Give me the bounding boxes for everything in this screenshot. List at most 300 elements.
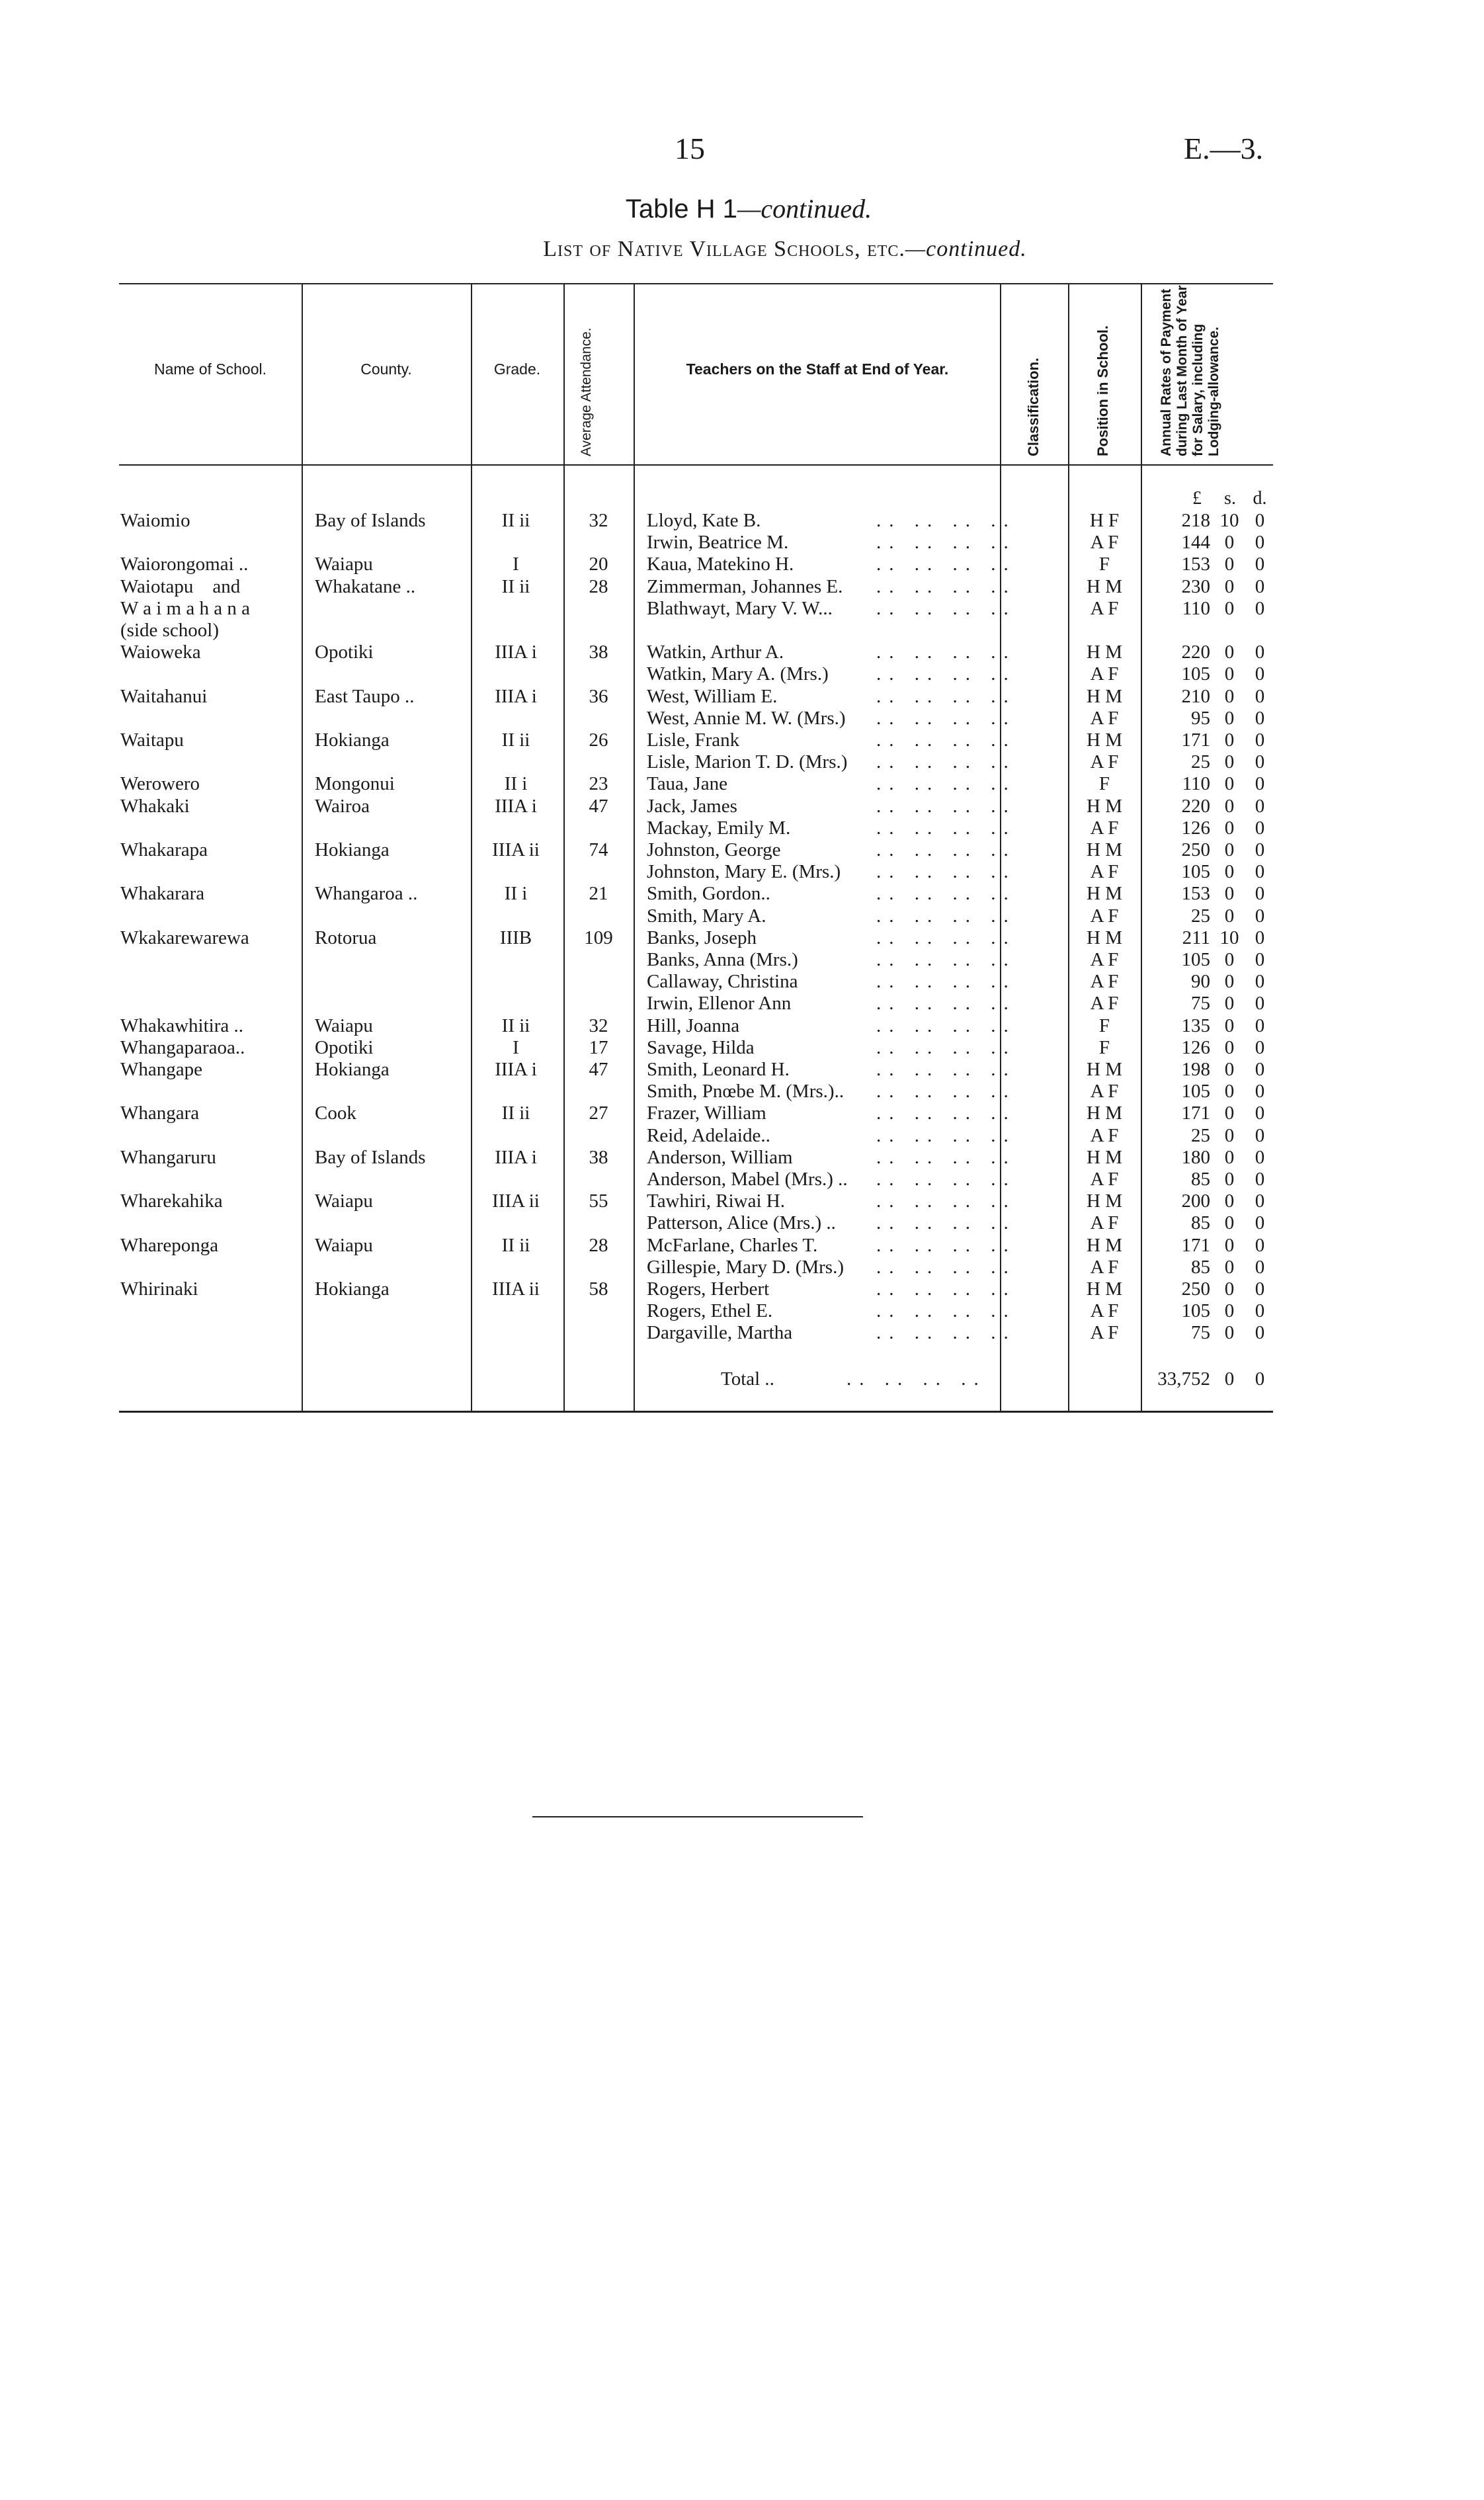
pence-cell: 0 (1255, 663, 1265, 685)
shillings-cell: 0 (1224, 1124, 1235, 1146)
pence-cell: 0 (1255, 575, 1265, 597)
leader-dots: .. .. .. .. (876, 1278, 1016, 1300)
shillings-cell: 0 (1224, 642, 1235, 663)
shillings-cell: 0 (1224, 597, 1235, 619)
leader-dots: .. .. .. .. (876, 883, 1016, 905)
pence-cell: 0 (1255, 993, 1265, 1015)
shillings-cell: 0 (1224, 1103, 1235, 1124)
pounds-cell: 90 (1191, 971, 1210, 993)
school-cell: Waiorongomai .. (120, 554, 249, 575)
position-cell: A F (1090, 751, 1119, 773)
pounds-cell: 171 (1181, 1234, 1210, 1256)
leader-dots: .. .. .. .. (876, 1081, 1016, 1103)
pence-cell: 0 (1255, 883, 1265, 905)
pounds-cell: 135 (1181, 1015, 1210, 1036)
shillings-cell: 0 (1224, 1234, 1235, 1256)
header-teachers: Teachers on the Staff at End of Year. (686, 360, 949, 378)
pence-cell: 0 (1255, 1059, 1265, 1080)
teacher-cell: Patterson, Alice (Mrs.) .. (647, 1212, 836, 1234)
shillings-cell: 0 (1224, 1322, 1235, 1344)
pounds-cell: 250 (1181, 1278, 1210, 1300)
table-row (0, 1256, 1484, 1278)
attendance-cell: 109 (584, 927, 613, 948)
leader-dots: .. .. .. .. (876, 1190, 1016, 1212)
table-row (0, 685, 1484, 708)
pence-cell: 0 (1255, 1169, 1265, 1190)
shillings-cell: 0 (1224, 1146, 1235, 1168)
pence-cell: 0 (1255, 1103, 1265, 1124)
position-cell: H M (1087, 927, 1122, 948)
total-label: Total .. (721, 1368, 774, 1390)
position-cell: H M (1087, 1234, 1122, 1256)
pence-cell: 0 (1255, 1146, 1265, 1168)
position-cell: F (1098, 1036, 1110, 1058)
position-cell: F (1098, 1015, 1110, 1036)
pence-cell: 0 (1255, 642, 1265, 663)
pounds-cell: 75 (1191, 1322, 1210, 1344)
teacher-cell: Frazer, William (647, 1103, 766, 1124)
pounds-cell: 85 (1191, 1169, 1210, 1190)
table-row (0, 927, 1484, 949)
position-cell: H M (1087, 685, 1122, 707)
county-cell: Wairoa (315, 795, 370, 817)
school-cell: Wharekahika (120, 1190, 223, 1212)
grade-cell: II ii (501, 575, 530, 597)
position-cell: A F (1090, 1169, 1119, 1190)
leader-dots: .. .. .. .. (876, 1015, 1016, 1036)
leader-dots: .. .. .. .. (876, 532, 1016, 554)
position-cell: H M (1087, 795, 1122, 817)
shillings-cell: 0 (1224, 729, 1235, 751)
attendance-cell: 36 (589, 685, 608, 707)
table-row (0, 1212, 1484, 1234)
leader-dots: .. .. .. .. (876, 1256, 1016, 1278)
school-cell: Waitahanui (120, 685, 208, 707)
pounds-cell: 153 (1181, 554, 1210, 575)
shillings-cell: 0 (1224, 905, 1235, 927)
school-cell: Waitapu (120, 729, 184, 751)
teacher-cell: Gillespie, Mary D. (Mrs.) (647, 1256, 845, 1278)
county-cell: Rotorua (315, 927, 377, 948)
school-cell: Whangara (120, 1103, 200, 1124)
table-row (0, 992, 1484, 1015)
leader-dots: .. .. .. .. (876, 971, 1016, 993)
pounds-cell: 171 (1181, 1103, 1210, 1124)
leader-dots: .. .. .. .. (876, 1103, 1016, 1124)
attendance-cell: 28 (589, 1234, 608, 1256)
header-classification: Classification. (1025, 357, 1042, 456)
grade-cell: II ii (501, 1103, 530, 1124)
position-cell: A F (1090, 817, 1119, 839)
leader-dots: .. .. .. .. (876, 1322, 1016, 1344)
table-row (0, 751, 1484, 773)
teacher-cell: Johnston, Mary E. (Mrs.) (647, 861, 841, 883)
shillings-cell: 0 (1224, 751, 1235, 773)
pounds-cell: 171 (1181, 729, 1210, 751)
school-cell: Waiomio (120, 510, 190, 531)
position-cell: A F (1090, 532, 1119, 554)
table-row (0, 1015, 1484, 1037)
teacher-cell: Jack, James (647, 795, 737, 817)
shillings-cell: 0 (1224, 685, 1235, 707)
header-pound: £ (1192, 488, 1202, 509)
pence-cell: 0 (1255, 554, 1265, 575)
pence-cell: 0 (1255, 861, 1265, 883)
grade-cell: II ii (501, 1015, 530, 1036)
table-row (0, 1036, 1484, 1059)
total-leader-dots: .. .. .. .. (846, 1368, 987, 1390)
teacher-cell: Kaua, Matekino H. (647, 554, 794, 575)
table-subtitle (0, 237, 1484, 262)
pounds-cell: 110 (1182, 773, 1210, 795)
teacher-cell: Lisle, Frank (647, 729, 740, 751)
pence-cell: 0 (1255, 597, 1265, 619)
county-cell: Whakatane .. (315, 575, 416, 597)
table-row (0, 619, 1484, 642)
school-cell: Waiotapu and (120, 575, 241, 597)
position-cell: A F (1090, 949, 1119, 970)
pence-cell: 0 (1255, 751, 1265, 773)
teacher-cell: Reid, Adelaide.. (647, 1124, 770, 1146)
position-cell: A F (1090, 1322, 1119, 1344)
table-row (0, 772, 1484, 795)
pounds-cell: 95 (1191, 707, 1210, 729)
position-cell: A F (1090, 971, 1119, 993)
pounds-cell: 25 (1191, 751, 1210, 773)
grade-cell: II ii (501, 510, 530, 531)
pounds-cell: 25 (1191, 905, 1210, 927)
shillings-cell: 0 (1224, 861, 1235, 883)
school-cell: Whirinaki (120, 1278, 198, 1300)
shillings-cell: 0 (1224, 773, 1235, 795)
table-title-suffix: —continued. (737, 194, 872, 224)
table-top-rule (119, 283, 1273, 284)
position-cell: H M (1087, 575, 1122, 597)
position-cell: H M (1087, 729, 1122, 751)
school-cell: Whangaruru (120, 1146, 216, 1168)
grade-cell: IIIA i (495, 795, 537, 817)
teacher-cell: McFarlane, Charles T. (647, 1234, 818, 1256)
leader-dots: .. .. .. .. (876, 993, 1016, 1015)
page-number: 15 (675, 132, 705, 165)
school-cell: Whakaki (120, 795, 190, 817)
pounds-cell: 75 (1191, 993, 1210, 1015)
pence-cell: 0 (1255, 707, 1265, 729)
teacher-cell: Hill, Joanna (647, 1015, 740, 1036)
shillings-cell: 0 (1224, 949, 1235, 970)
table-row (0, 663, 1484, 685)
pence-cell: 0 (1255, 949, 1265, 970)
position-cell: H F (1089, 510, 1120, 531)
leader-dots: .. .. .. .. (876, 1124, 1016, 1146)
table-title (0, 193, 1484, 224)
grade-cell: IIIA ii (492, 1278, 540, 1300)
grade-cell: IIIA ii (492, 839, 540, 860)
grade-cell: IIIA i (495, 1059, 537, 1080)
county-cell: Waiapu (315, 554, 373, 575)
shillings-cell: 0 (1224, 554, 1235, 575)
shillings-cell: 0 (1224, 575, 1235, 597)
teacher-cell: Anderson, William (647, 1146, 793, 1168)
pence-cell: 0 (1255, 1081, 1265, 1103)
shillings-cell: 0 (1224, 1059, 1235, 1080)
attendance-cell: 20 (589, 554, 608, 575)
total-pence: 0 (1255, 1368, 1265, 1390)
teacher-cell: Lloyd, Kate B. (647, 510, 761, 531)
table-row (0, 707, 1484, 729)
leader-dots: .. .. .. .. (876, 927, 1016, 948)
attendance-cell: 27 (589, 1103, 608, 1124)
table-row (0, 597, 1484, 620)
header-position: Position in School. (1094, 325, 1111, 456)
table-subtitle-suffix: —continued. (905, 237, 1027, 261)
pence-cell: 0 (1255, 971, 1265, 993)
leader-dots: .. .. .. .. (876, 1036, 1016, 1058)
shillings-cell: 0 (1224, 1081, 1235, 1103)
shillings-cell: 0 (1224, 1015, 1235, 1036)
teacher-cell: Watkin, Mary A. (Mrs.) (647, 663, 829, 685)
leader-dots: .. .. .. .. (876, 795, 1016, 817)
pounds-cell: 180 (1181, 1146, 1210, 1168)
attendance-cell: 47 (589, 795, 608, 817)
table-row (0, 795, 1484, 817)
table-row (0, 729, 1484, 751)
school-cell: Werowero (120, 773, 200, 795)
county-cell: Waiapu (315, 1190, 373, 1212)
shillings-cell: 0 (1224, 707, 1235, 729)
pounds-cell: 211 (1182, 927, 1210, 948)
pounds-cell: 105 (1181, 1081, 1210, 1103)
footer-rule (532, 1816, 863, 1817)
attendance-cell: 21 (589, 883, 608, 905)
shillings-cell: 10 (1219, 927, 1239, 948)
school-cell: Whakarapa (120, 839, 208, 860)
teacher-cell: Mackay, Emily M. (647, 817, 791, 839)
header-shilling: s. (1224, 488, 1236, 509)
school-cell: Whakarara (120, 883, 205, 905)
pence-cell: 0 (1255, 839, 1265, 860)
position-cell: A F (1090, 663, 1119, 685)
school-cell: (side school) (120, 620, 219, 641)
leader-dots: .. .. .. .. (876, 663, 1016, 685)
leader-dots: .. .. .. .. (876, 1234, 1016, 1256)
shillings-cell: 0 (1224, 1300, 1235, 1322)
table-row (0, 1190, 1484, 1212)
pounds-cell: 230 (1181, 575, 1210, 597)
header-grade: Grade. (493, 360, 541, 378)
position-cell: A F (1090, 1212, 1119, 1234)
leader-dots: .. .. .. .. (876, 554, 1016, 575)
shillings-cell: 0 (1224, 1169, 1235, 1190)
attendance-cell: 38 (589, 642, 608, 663)
table-row (0, 1080, 1484, 1103)
pounds-cell: 105 (1181, 949, 1210, 970)
position-cell: H M (1087, 642, 1122, 663)
pence-cell: 0 (1255, 817, 1265, 839)
position-cell: A F (1090, 707, 1119, 729)
pence-cell: 0 (1255, 1190, 1265, 1212)
teacher-cell: Smith, Gordon.. (647, 883, 770, 905)
leader-dots: .. .. .. .. (876, 817, 1016, 839)
county-cell: Bay of Islands (315, 1146, 426, 1168)
school-cell: Whareponga (120, 1234, 219, 1256)
attendance-cell: 58 (589, 1278, 608, 1300)
attendance-cell: 38 (589, 1146, 608, 1168)
grade-cell: II ii (501, 729, 530, 751)
total-row (0, 1368, 1484, 1390)
teacher-cell: Rogers, Ethel E. (647, 1300, 773, 1322)
leader-dots: .. .. .. .. (876, 575, 1016, 597)
county-cell: Hokianga (315, 1278, 390, 1300)
teacher-cell: Callaway, Christina (647, 971, 798, 993)
grade-cell: IIIA ii (492, 1190, 540, 1212)
leader-dots: .. .. .. .. (876, 597, 1016, 619)
pounds-cell: 105 (1181, 663, 1210, 685)
table-row (0, 1102, 1484, 1124)
pounds-cell: 105 (1181, 861, 1210, 883)
table-row (0, 531, 1484, 554)
school-cell: Whakawhitira .. (120, 1015, 244, 1036)
header-bottom-rule (119, 464, 1273, 466)
teacher-cell: Smith, Mary A. (647, 905, 766, 927)
table-row (0, 1321, 1484, 1344)
table-row (0, 882, 1484, 905)
position-cell: H M (1087, 1059, 1122, 1080)
pence-cell: 0 (1255, 532, 1265, 554)
table-row (0, 817, 1484, 839)
grade-cell: I (513, 554, 519, 575)
pence-cell: 0 (1255, 510, 1265, 531)
pounds-cell: 220 (1181, 795, 1210, 817)
pence-cell: 0 (1255, 1036, 1265, 1058)
table-bottom-rule (119, 1411, 1273, 1413)
leader-dots: .. .. .. .. (876, 1059, 1016, 1080)
shillings-cell: 0 (1224, 971, 1235, 993)
document-reference: E.—3. (1184, 132, 1264, 165)
header-attendance: Average Attendance. (579, 327, 594, 456)
leader-dots: .. .. .. .. (876, 642, 1016, 663)
position-cell: H M (1087, 1146, 1122, 1168)
header-school: Name of School. (153, 360, 267, 378)
position-cell: F (1098, 773, 1110, 795)
pence-cell: 0 (1255, 795, 1265, 817)
position-cell: A F (1090, 1256, 1119, 1278)
pence-cell: 0 (1255, 1322, 1265, 1344)
shillings-cell: 0 (1224, 839, 1235, 860)
leader-dots: .. .. .. .. (876, 685, 1016, 707)
leader-dots: .. .. .. .. (876, 949, 1016, 970)
position-cell: A F (1090, 993, 1119, 1015)
pounds-cell: 220 (1181, 642, 1210, 663)
county-cell: Cook (315, 1103, 356, 1124)
pounds-cell: 126 (1181, 1036, 1210, 1058)
pence-cell: 0 (1255, 1212, 1265, 1234)
total-shillings: 0 (1224, 1368, 1235, 1390)
position-cell: A F (1090, 905, 1119, 927)
grade-cell: II i (504, 773, 528, 795)
teacher-cell: Watkin, Arthur A. (647, 642, 784, 663)
grade-cell: I (513, 1036, 519, 1058)
position-cell: A F (1090, 861, 1119, 883)
position-cell: H M (1087, 839, 1122, 860)
school-cell: Whangape (120, 1059, 202, 1080)
teacher-cell: Johnston, George (647, 839, 781, 860)
attendance-cell: 32 (589, 510, 608, 531)
table-row (0, 1300, 1484, 1322)
position-cell: A F (1090, 1081, 1119, 1103)
shillings-cell: 10 (1219, 510, 1239, 531)
table-row (0, 839, 1484, 861)
pounds-cell: 198 (1181, 1059, 1210, 1080)
shillings-cell: 0 (1224, 883, 1235, 905)
school-cell: W a i m a h a n a (120, 597, 250, 619)
teacher-cell: Anderson, Mabel (Mrs.) .. (647, 1169, 848, 1190)
shillings-cell: 0 (1224, 532, 1235, 554)
attendance-cell: 23 (589, 773, 608, 795)
teacher-cell: Savage, Hilda (647, 1036, 755, 1058)
pence-cell: 0 (1255, 905, 1265, 927)
pounds-cell: 144 (1181, 532, 1210, 554)
table-row (0, 860, 1484, 883)
leader-dots: .. .. .. .. (876, 510, 1016, 531)
leader-dots: .. .. .. .. (876, 729, 1016, 751)
leader-dots: .. .. .. .. (876, 905, 1016, 927)
table-row (0, 1146, 1484, 1169)
teacher-cell: Irwin, Ellenor Ann (647, 993, 792, 1015)
position-cell: F (1098, 554, 1110, 575)
table-row (0, 575, 1484, 598)
pounds-cell: 153 (1181, 883, 1210, 905)
shillings-cell: 0 (1224, 1256, 1235, 1278)
shillings-cell: 0 (1224, 1190, 1235, 1212)
county-cell: Hokianga (315, 729, 390, 751)
pounds-cell: 218 (1181, 510, 1210, 531)
pounds-cell: 126 (1181, 817, 1210, 839)
table-row (0, 1168, 1484, 1190)
attendance-cell: 17 (589, 1036, 608, 1058)
pence-cell: 0 (1255, 1124, 1265, 1146)
table-row (0, 1058, 1484, 1081)
teacher-cell: Smith, Leonard H. (647, 1059, 790, 1080)
table-row (0, 509, 1484, 532)
table-row (0, 1124, 1484, 1147)
pence-cell: 0 (1255, 1300, 1265, 1322)
pence-cell: 0 (1255, 1256, 1265, 1278)
grade-cell: II i (504, 883, 528, 905)
position-cell: H M (1087, 1278, 1122, 1300)
leader-dots: .. .. .. .. (876, 751, 1016, 773)
teacher-cell: Irwin, Beatrice M. (647, 532, 789, 554)
position-cell: A F (1090, 1300, 1119, 1322)
attendance-cell: 55 (589, 1190, 608, 1212)
teacher-cell: Taua, Jane (647, 773, 727, 795)
leader-dots: .. .. .. .. (876, 861, 1016, 883)
attendance-cell: 32 (589, 1015, 608, 1036)
school-cell: Waioweka (120, 642, 201, 663)
table-title-main: Table H 1 (625, 194, 737, 224)
position-cell: H M (1087, 1190, 1122, 1212)
shillings-cell: 0 (1224, 663, 1235, 685)
teacher-cell: Rogers, Herbert (647, 1278, 770, 1300)
leader-dots: .. .. .. .. (876, 839, 1016, 860)
teacher-cell: Blathwayt, Mary V. W... (647, 597, 833, 619)
pounds-cell: 85 (1191, 1212, 1210, 1234)
grade-cell: IIIA i (495, 642, 537, 663)
shillings-cell: 0 (1224, 795, 1235, 817)
attendance-cell: 74 (589, 839, 608, 860)
attendance-cell: 47 (589, 1059, 608, 1080)
pence-cell: 0 (1255, 1278, 1265, 1300)
